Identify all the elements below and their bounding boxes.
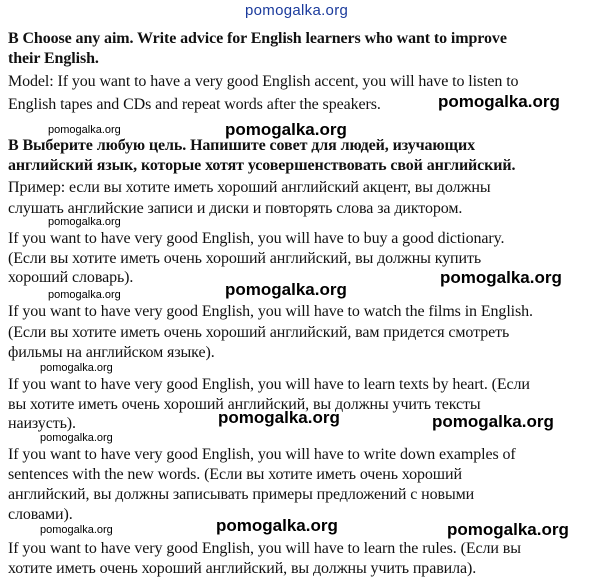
- watermark: pomogalka.org: [48, 216, 121, 228]
- watermark: pomogalka.org: [447, 520, 569, 539]
- watermark: pomogalka.org: [225, 280, 347, 299]
- header-watermark: pomogalka.org: [245, 2, 349, 19]
- watermark: pomogalka.org: [216, 516, 338, 535]
- watermark: pomogalka.org: [432, 412, 554, 431]
- answer-4-line3: английский, вы должны записывать примеры предложений с новыми: [8, 486, 475, 503]
- watermark: pomogalka.org: [40, 432, 113, 444]
- answer-3-line1: If you want to have very good English, you will have to learn texts by heart. (Если: [8, 376, 530, 393]
- example-line1: Пример: если вы хотите иметь хороший английский акцент, вы должны: [8, 179, 491, 196]
- watermark: pomogalka.org: [440, 268, 562, 287]
- answer-3-line2: вы хотите иметь очень хороший английский, вы должны учить тексты: [8, 396, 481, 413]
- answer-4-line1: If you want to have very good English, you will have to write down examples of: [8, 446, 516, 463]
- answer-4-line2: sentences with the new words. (Если вы хотите иметь очень хороший: [8, 466, 462, 483]
- translation-title-line1: В Выберите любую цель. Напишите совет для людей, изучающих: [8, 137, 475, 154]
- answer-1-line3: хороший словарь).: [8, 269, 134, 286]
- example-line2: слушать английские записи и диски и повторять слова за диктором.: [8, 200, 463, 217]
- watermark: pomogalka.org: [438, 92, 560, 111]
- answer-5-line2: хотите иметь очень хороший английский, вы должны учить правила).: [8, 560, 477, 577]
- answer-2-line3: фильмы на английском языке).: [8, 344, 215, 361]
- answer-4-line4: словами).: [8, 506, 73, 523]
- watermark: pomogalka.org: [48, 124, 121, 136]
- answer-3-line3: наизусть).: [8, 415, 76, 432]
- watermark: pomogalka.org: [218, 408, 340, 427]
- watermark: pomogalka.org: [40, 362, 113, 374]
- answer-1-line1: If you want to have very good English, you will have to buy a good dictionary.: [8, 230, 505, 247]
- translation-title-line2: английский язык, которые хотят усовершенствовать свой английский.: [8, 157, 516, 174]
- task-title-line2: their English.: [8, 50, 99, 67]
- watermark: pomogalka.org: [40, 524, 113, 536]
- answer-5-line1: If you want to have very good English, you will have to learn the rules. (Если вы: [8, 540, 521, 557]
- answer-2-line2: (Если вы хотите иметь очень хороший английский, вам придется смотреть: [8, 324, 510, 341]
- answer-2-line1: If you want to have very good English, you will have to watch the films in English.: [8, 303, 533, 320]
- answer-1-line2: (Если вы хотите иметь очень хороший английский, вы должны купить: [8, 250, 482, 267]
- model-line1: Model: If you want to have a very good English accent, you will have to listen to: [8, 73, 519, 90]
- watermark: pomogalka.org: [48, 289, 121, 301]
- task-title-line1: B Choose any aim. Write advice for English learners who want to improve: [8, 30, 507, 47]
- watermark: pomogalka.org: [225, 120, 347, 139]
- model-line2: English tapes and CDs and repeat words after the speakers.: [8, 96, 381, 113]
